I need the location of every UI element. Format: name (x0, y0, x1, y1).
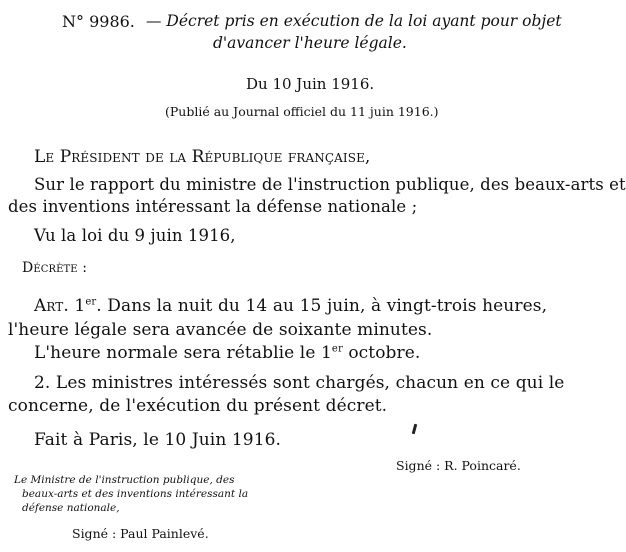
article-1-text-1: . Dans la nuit du 14 au 15 juin, à vingt-trois heures, (96, 296, 548, 316)
decree-number: N° 9986. (62, 12, 135, 31)
article-2-line-2: concerne, de l'exécution du présent décret. (8, 396, 388, 416)
considerant-line-2: des inventions intéressant la défense nationale ; (8, 197, 418, 216)
minister-title-line-3: défense nationale, (22, 502, 120, 514)
ink-mark (412, 424, 417, 434)
president-signature: Signé : R. Poincaré. (396, 458, 521, 473)
article-1-text-3b: octobre. (342, 343, 421, 363)
article-1-text-3-sup: er (331, 343, 343, 355)
article-1-label-sup: er (85, 296, 97, 308)
considerant-line-1: Sur le rapport du ministre de l'instruction publique, des beaux-arts et (34, 175, 626, 194)
article-1-line-2: l'heure légale sera avancée de soixante minutes. (8, 320, 433, 340)
article-2-line-1: 2. Les ministres intéressés sont chargés, chacun en ce qui le (34, 373, 565, 393)
decrete-line: Décrète : (22, 260, 88, 276)
president-line: Le Président de la République française, (34, 147, 371, 167)
article-1-label: Art. 1 (34, 296, 86, 316)
decree-title-line1: — Décret pris en exécution de la loi ayant pour objet (146, 12, 562, 30)
fait-a-paris: Fait à Paris, le 10 Juin 1916. (34, 430, 282, 450)
minister-signature: Signé : Paul Painlevé. (72, 526, 209, 541)
article-1-line-1 (34, 296, 547, 316)
minister-title-line-1: Le Ministre de l'instruction publique, des (14, 474, 235, 486)
vu-line: Vu la loi du 9 juin 1916, (34, 226, 236, 245)
article-1-text-3a: L'heure normale sera rétablie le 1 (34, 343, 332, 363)
publication-note: (Publié au Journal officiel du 11 juin 1916.) (165, 104, 439, 119)
minister-title-line-2: beaux-arts et des inventions intéressant la (22, 488, 249, 500)
article-1-line-3 (34, 343, 420, 363)
decree-title-line2: d'avancer l'heure légale. (213, 34, 407, 52)
decree-date: Du 10 Juin 1916. (246, 75, 375, 93)
